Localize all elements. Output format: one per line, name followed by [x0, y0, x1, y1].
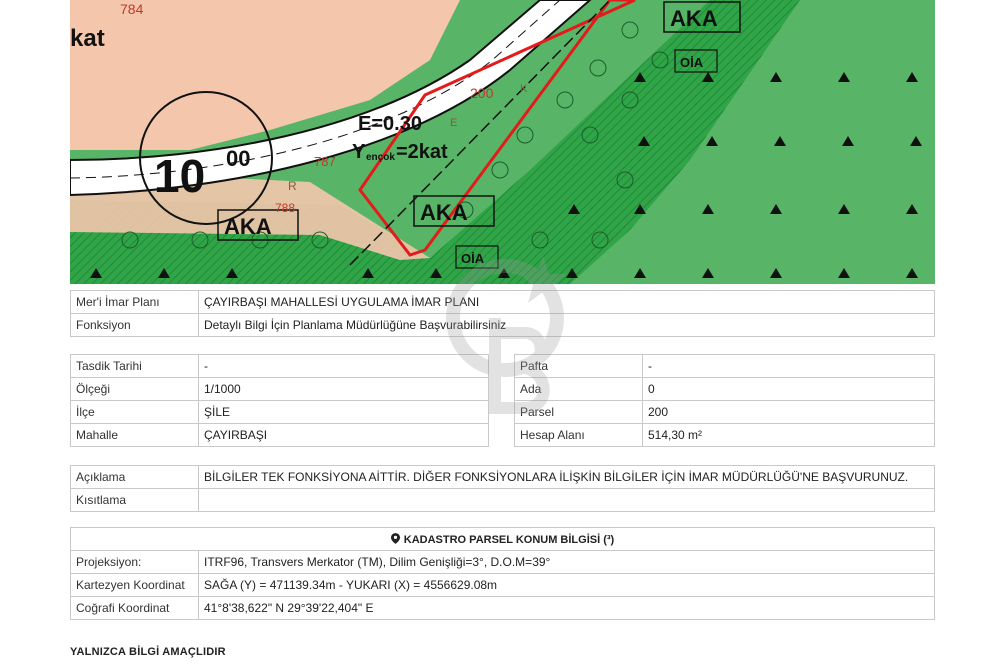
table-row: [71, 574, 935, 597]
road-width-superscript: 00: [226, 146, 251, 171]
row-label: Projeksiyon:: [71, 551, 199, 574]
row-label: Ada: [515, 378, 643, 401]
row-label: Ölçeği: [71, 378, 199, 401]
row-label: Kartezyen Koordinat: [71, 574, 199, 597]
zone-label-aka: AKA: [670, 6, 718, 31]
parcel-label: 788: [275, 201, 296, 215]
notes-table: [70, 465, 935, 512]
parcel-label: 787: [314, 154, 336, 169]
max-height-subscript: ençok: [366, 152, 395, 163]
table-row: [71, 466, 935, 489]
row-value: Detaylı Bilgi İçin Planlama Müdürlüğüne Başvurabilirsiniz: [199, 314, 935, 337]
zoning-map[interactable]: [70, 0, 935, 284]
location-title-cell: [71, 528, 935, 551]
table-row: [515, 424, 935, 447]
row-value: 41°8'38,622" N 29°39'22,404" E: [199, 597, 935, 620]
map-pin-icon: [391, 533, 400, 544]
table-row: [515, 355, 935, 378]
table-row: [515, 401, 935, 424]
parcel-label: 200: [470, 85, 494, 101]
row-label: Kısıtlama: [71, 489, 199, 512]
zone-label-aka: AKA: [224, 214, 272, 239]
row-label: İlçe: [71, 401, 199, 424]
row-value: ÇAYIRBAŞI: [199, 424, 489, 447]
emsal-label: E=0.30: [358, 113, 422, 135]
screenshot-border-left: [0, 0, 70, 664]
row-value: 1/1000: [199, 378, 489, 401]
table-row: [71, 378, 489, 401]
road-width-label: 10: [154, 150, 206, 202]
screenshot-border-right: [935, 0, 1000, 664]
table-row: [515, 378, 935, 401]
map-letter: R: [288, 179, 297, 193]
location-title: KADASTRO PARSEL KONUM BİLGİSİ (³): [403, 533, 615, 546]
location-table: [70, 527, 935, 620]
row-label: Hesap Alanı: [515, 424, 643, 447]
row-value: ŞİLE: [199, 401, 489, 424]
row-value: 0: [643, 378, 935, 401]
floor-text: kat: [70, 25, 105, 52]
row-value: -: [199, 355, 489, 378]
row-value: ÇAYIRBAŞI MAHALLESİ UYGULAMA İMAR PLANI: [199, 291, 935, 314]
row-label: Açıklama: [71, 466, 199, 489]
row-value: -: [643, 355, 935, 378]
row-label: Mer'i İmar Planı: [71, 291, 199, 314]
row-label: Tasdik Tarihi: [71, 355, 199, 378]
row-value: [199, 489, 935, 512]
row-value: ITRF96, Transvers Merkator (TM), Dilim Genişliği=3°, D.O.M=39°: [199, 551, 935, 574]
parcel-label: 784: [120, 1, 144, 17]
table-row: [71, 314, 935, 337]
zone-label-oia: OİA: [680, 55, 704, 70]
row-label: Coğrafi Koordinat: [71, 597, 199, 620]
row-value: BİLGİLER TEK FONKSİYONA AİTTİR. DİĞER FONKSİYONLARA İLİŞKİN BİLGİLER İÇİN İMAR MÜDÜRLÜĞÜ'NE BAŞVURUNUZ.: [199, 466, 935, 489]
table-row: [71, 424, 489, 447]
map-letter: E: [450, 117, 458, 129]
row-value: 200: [643, 401, 935, 424]
table-row: [71, 597, 935, 620]
row-value: 514,30 m²: [643, 424, 935, 447]
table-row: [71, 355, 489, 378]
table-row: [71, 489, 935, 512]
max-height-prefix: Y: [352, 141, 366, 163]
table-row: [71, 401, 489, 424]
map-letter: K: [520, 83, 528, 95]
table-row: [71, 551, 935, 574]
max-height-value: =2kat: [396, 141, 448, 163]
plan-table: [70, 290, 935, 337]
table-header-row: [71, 528, 935, 551]
details-left-table: [70, 354, 489, 447]
info-only-footer: YALNIZCA BİLGİ AMAÇLIDIR: [70, 646, 226, 658]
row-label: Mahalle: [71, 424, 199, 447]
row-label: Fonksiyon: [71, 314, 199, 337]
zoning-map-canvas: [70, 0, 935, 284]
zone-label-oia: OİA: [461, 251, 485, 266]
details-right-table: [514, 354, 935, 447]
row-value: SAĞA (Y) = 471139.34m - YUKARI (X) = 4556629.08m: [199, 574, 935, 597]
row-label: Pafta: [515, 355, 643, 378]
row-label: Parsel: [515, 401, 643, 424]
zone-label-aka: AKA: [420, 200, 468, 225]
table-row: [71, 291, 935, 314]
